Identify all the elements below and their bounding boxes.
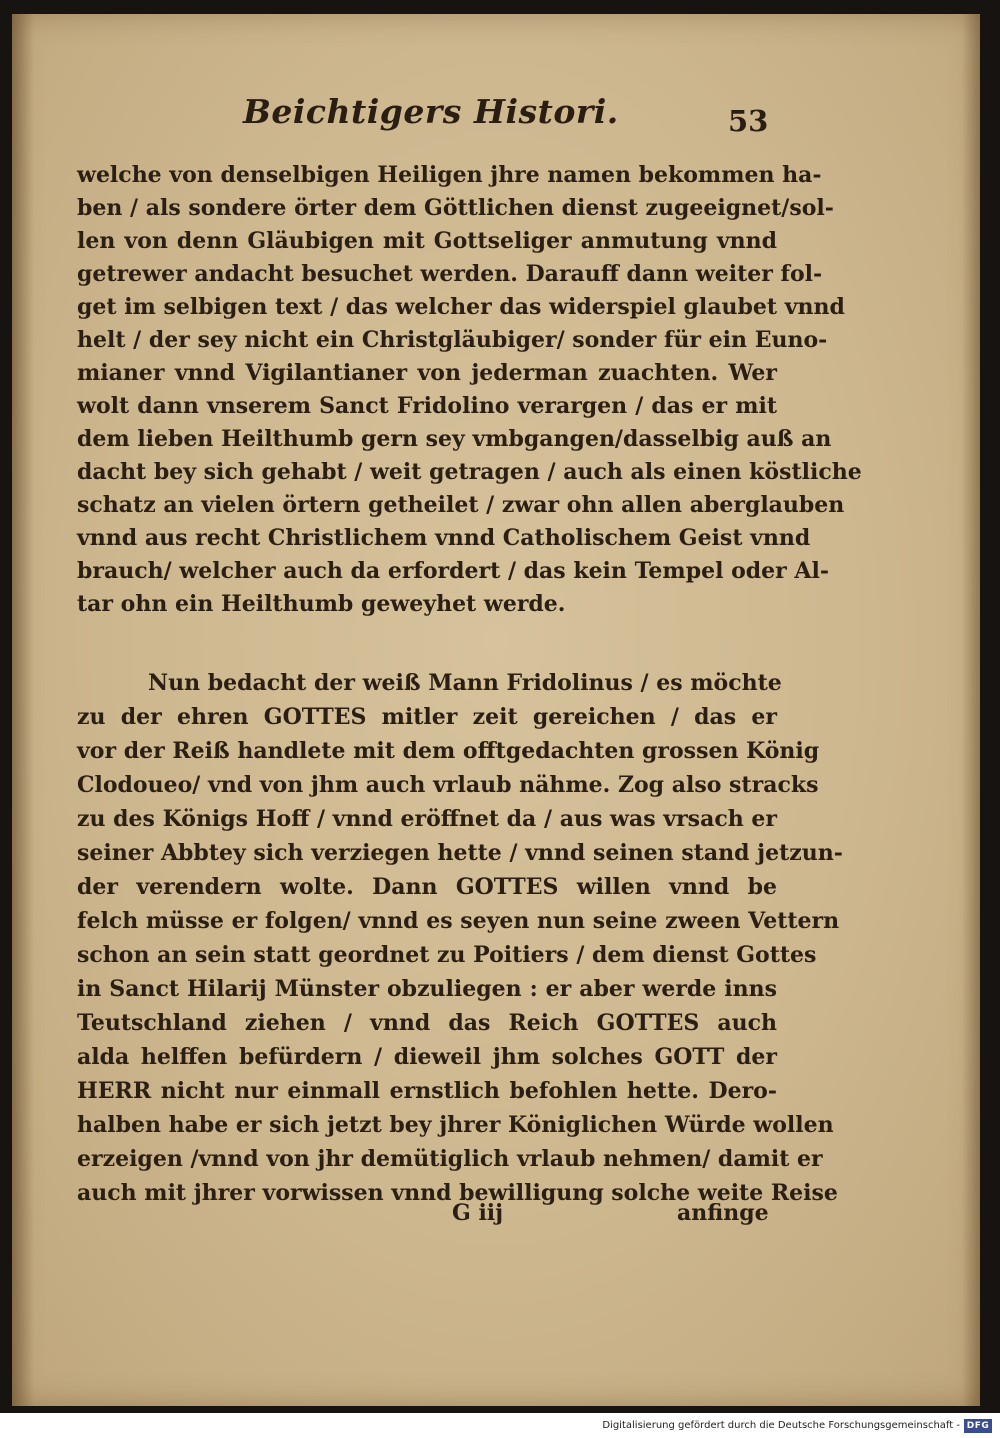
text-line: schatz an vielen örtern getheilet / zwar ohn allen aberglauben bbox=[77, 492, 845, 518]
digitization-credit: Digitalisierung gefördert durch die Deutsche Forschungsgemeinschaft - bbox=[602, 1420, 960, 1431]
page-shadow-right bbox=[962, 14, 980, 1406]
text-line: tar ohn ein Heilthumb geweyhet werde. bbox=[77, 591, 566, 617]
text-line: auch mit jhrer vorwissen vnnd bewilligung solche weite Reise bbox=[77, 1180, 838, 1206]
text-line: welche von denselbigen Heiligen jhre namen bekommen ha- bbox=[77, 162, 822, 188]
text-line: len von denn Gläubigen mit Gottseliger anmutung vnnd bbox=[77, 228, 777, 254]
text-line: in Sanct Hilarij Münster obzuliegen : er aber werde inns bbox=[77, 976, 777, 1002]
text-line: Nun bedacht der weiß Mann Fridolinus / es möchte bbox=[148, 670, 782, 696]
page-number: 53 bbox=[728, 104, 769, 138]
text-line: mianer vnnd Vigilantianer von jederman zuachten. Wer bbox=[77, 360, 777, 386]
text-line: getrewer andacht besuchet werden. Darauff dann weiter fol- bbox=[77, 261, 823, 287]
text-line: seiner Abbtey sich verziegen hette / vnnd seinen stand jetzun- bbox=[77, 840, 843, 866]
text-line: schon an sein statt geordnet zu Poitiers / dem dienst Gottes bbox=[77, 942, 817, 968]
text-line: wolt dann vnserem Sanct Fridolino verargen / das er mit bbox=[77, 393, 777, 419]
text-line: erzeigen /vnnd von jhr demütiglich vrlaub nehmen/ damit er bbox=[77, 1146, 823, 1172]
text-line: brauch/ welcher auch da erfordert / das kein Tempel oder Al- bbox=[77, 558, 829, 584]
text-line: der verendern wolte. Dann GOTTES willen vnnd be bbox=[77, 874, 777, 900]
text-line: helt / der sey nicht ein Christgläubiger/ sonder für ein Euno- bbox=[77, 327, 828, 353]
text-line: vnnd aus recht Christlichem vnnd Catholischem Geist vnnd bbox=[77, 525, 811, 551]
text-line: dacht bey sich gehabt / weit getragen / auch als einen köstliche bbox=[77, 459, 862, 485]
text-line: felch müsse er folgen/ vnnd es seyen nun seine zween Vettern bbox=[77, 908, 840, 934]
dfg-logo: DFG bbox=[964, 1419, 992, 1433]
text-line: vor der Reiß handlete mit dem offtgedachten grossen König bbox=[77, 738, 820, 764]
text-line: zu der ehren GOTTES mitler zeit gereichen / das er bbox=[77, 704, 777, 730]
text-line: get im selbigen text / das welcher das widerspiel glaubet vnnd bbox=[77, 294, 845, 320]
text-line: Clodoueo/ vnd von jhm auch vrlaub nähme. Zog also stracks bbox=[77, 772, 819, 798]
text-line: zu des Königs Hoff / vnnd eröffnet da / aus was vrsach er bbox=[77, 806, 777, 832]
text-line: halben habe er sich jetzt bey jhrer Königlichen Würde wollen bbox=[77, 1112, 834, 1138]
text-line: HERR nicht nur einmall ernstlich befohlen hette. Dero- bbox=[77, 1078, 777, 1104]
text-line: Teutschland ziehen / vnnd das Reich GOTTES auch bbox=[77, 1010, 777, 1036]
signature-mark: G iij bbox=[452, 1200, 504, 1226]
text-line: ben / als sondere örter dem Göttlichen dienst zugeeignet/sol- bbox=[77, 195, 834, 221]
running-head: Beichtigers Histori. bbox=[243, 92, 619, 131]
catchword: anfinge bbox=[677, 1200, 769, 1226]
text-line: dem lieben Heilthumb gern sey vmbgangen/dasselbig auß an bbox=[77, 426, 832, 452]
page-shadow-left bbox=[12, 14, 34, 1406]
text-line: alda helffen befürdern / dieweil jhm solches GOTT der bbox=[77, 1044, 777, 1070]
